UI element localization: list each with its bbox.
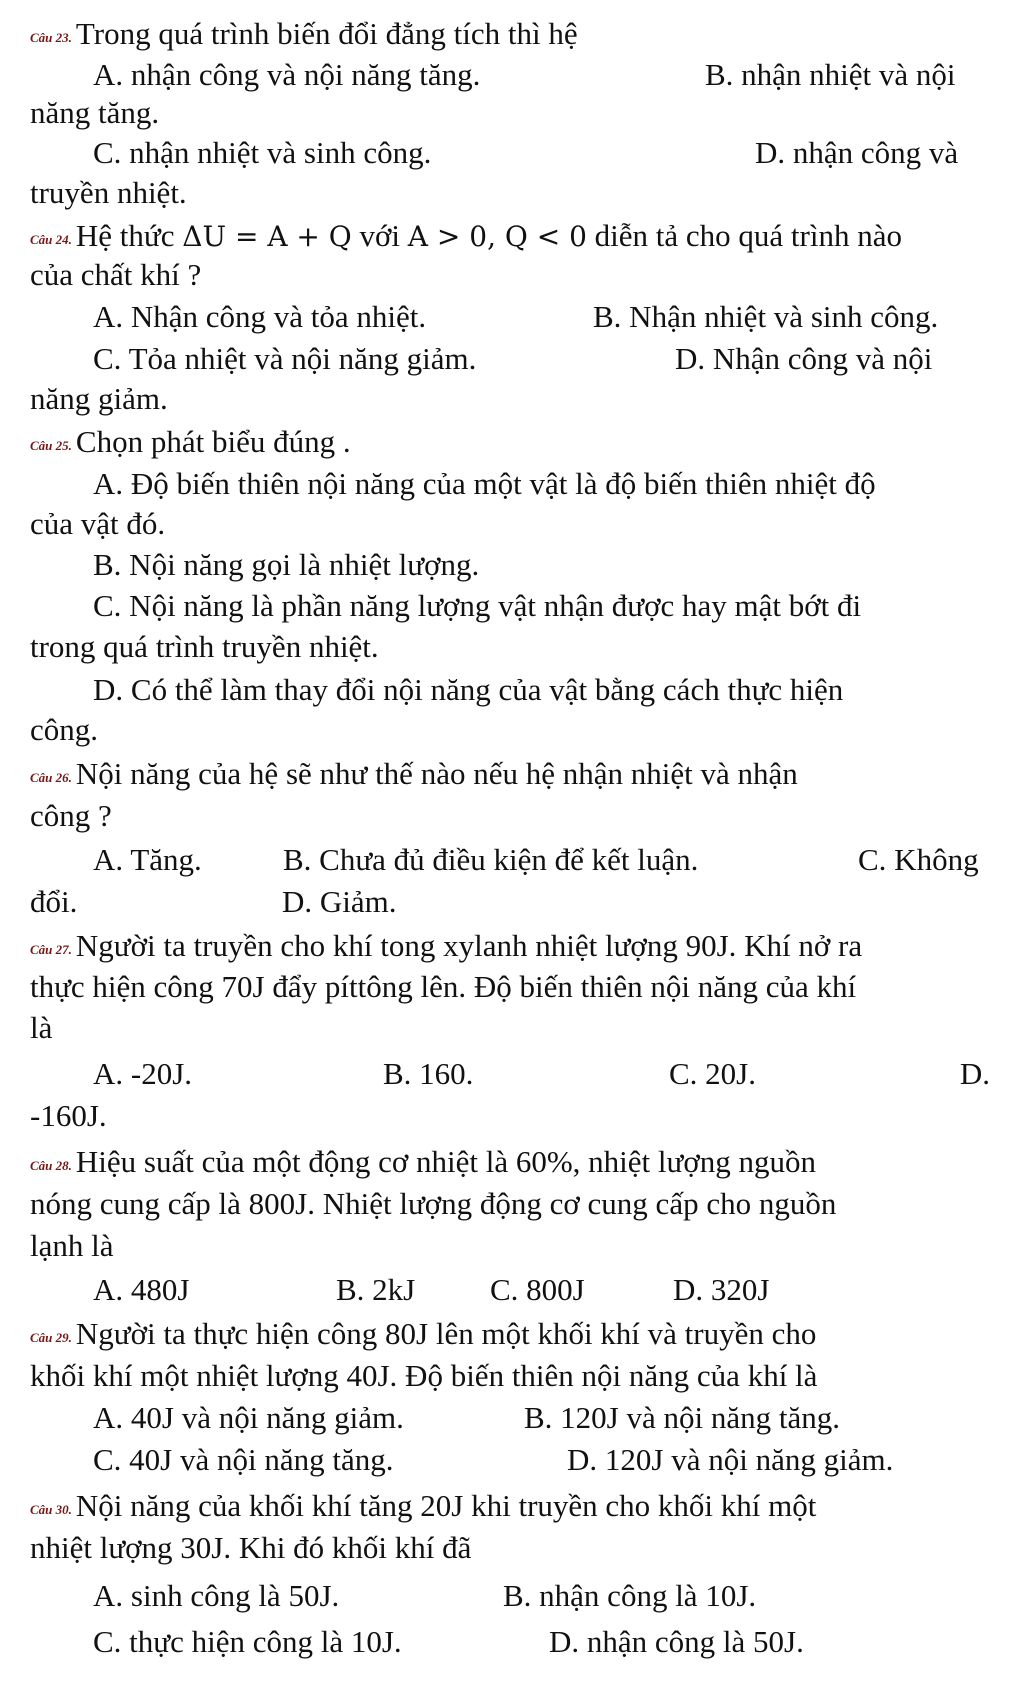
option-d: D. nhận công và (755, 135, 959, 170)
question-28-label: Câu 28. (30, 1158, 72, 1173)
question-30-label: Câu 30. (30, 1502, 72, 1517)
cut-off-text-top (300, 0, 720, 4)
option-d: D. nhận công là 50J. (549, 1624, 804, 1659)
option-b: B. Nhận nhiệt và sinh công. (593, 299, 939, 334)
option-a: A. -20J. (93, 1056, 193, 1091)
option-d: D. 120J và nội năng giảm. (567, 1442, 894, 1477)
question-27-options-row (93, 1052, 990, 1096)
question-29-stem-continued: khối khí một nhiệt lượng 40J. Độ biến thiên nội năng của khí là (30, 1358, 818, 1393)
question-30-options-row-1 (93, 1574, 990, 1618)
question-29-label: Câu 29. (30, 1330, 72, 1345)
question-27-stem-continued-1: thực hiện công 70J đẩy píttông lên. Độ biến thiên nội năng của khí (30, 969, 857, 1004)
question-24-options-row-1 (93, 295, 990, 339)
option-d: D. Giảm. (282, 884, 397, 919)
question-30-options-row-2 (93, 1620, 990, 1664)
option-d: D. Có thể làm thay đổi nội năng của vật bằng cách thực hiện (93, 672, 844, 707)
question-28-stem-continued-2: lạnh là (30, 1228, 114, 1263)
option-c: C. 800J (490, 1272, 585, 1307)
question-24-stem: Câu 24. Hệ thức ΔU = A + Q với A > 0, Q < 0 diễn tả cho quá trình nào (30, 218, 902, 253)
question-25-stem: Câu 25. Chọn phát biểu đúng . (30, 424, 351, 459)
option-c: C. Tỏa nhiệt và nội năng giảm. (93, 341, 477, 376)
question-28-options-row (93, 1268, 990, 1312)
option-a: A. Độ biến thiên nội năng của một vật là độ biến thiên nhiệt độ (93, 466, 876, 501)
option-d-continued: năng giảm. (30, 381, 168, 416)
option-b: B. nhận nhiệt và nội (705, 57, 956, 92)
option-d-continued: truyền nhiệt. (30, 175, 187, 210)
option-a: A. 40J và nội năng giảm. (93, 1400, 404, 1435)
option-b: B. Chưa đủ điều kiện để kết luận. (283, 842, 699, 877)
formula-delta-u: ΔU = A + Q (182, 220, 352, 253)
option-b-continued: năng tăng. (30, 95, 160, 130)
option-c-continued: đổi. (30, 884, 78, 919)
question-30-stem-continued: nhiệt lượng 30J. Khi đó khối khí đã (30, 1530, 472, 1565)
option-b: B. 120J và nội năng tăng. (524, 1400, 840, 1435)
formula-conditions: A > 0, Q < 0 (407, 220, 587, 253)
option-d: D. 320J (673, 1272, 770, 1307)
option-c: C. 40J và nội năng tăng. (93, 1442, 394, 1477)
option-d: D. (959, 1056, 990, 1091)
option-c: C. thực hiện công là 10J. (93, 1624, 402, 1659)
question-23-options-row-2 (93, 131, 990, 175)
option-d-continued: -160J. (30, 1098, 107, 1133)
option-d: D. Nhận công và nội (675, 341, 933, 376)
question-27-label: Câu 27. (30, 942, 72, 957)
question-24-options-row-2 (93, 337, 990, 381)
question-23-label: Câu 23. (30, 30, 72, 45)
question-26-stem: Câu 26. Nội năng của hệ sẽ như thế nào nếu hệ nhận nhiệt và nhận (30, 756, 798, 791)
question-27-stem-continued-2: là (30, 1010, 53, 1045)
question-28-stem: Câu 28. Hiệu suất của một động cơ nhiệt là 60%, nhiệt lượng nguồn (30, 1144, 816, 1179)
question-26-options-row-1 (93, 838, 990, 882)
question-26-stem-continued: công ? (30, 798, 112, 833)
option-c: C. Không (858, 842, 979, 877)
question-30-stem: Câu 30. Nội năng của khối khí tăng 20J khi truyền cho khối khí một (30, 1488, 817, 1523)
option-b: B. Nội năng gọi là nhiệt lượng. (93, 547, 480, 582)
option-b: B. 160. (383, 1056, 474, 1091)
question-24-stem-continued: của chất khí ? (30, 257, 202, 292)
option-b: B. 2kJ (336, 1272, 416, 1307)
option-c: C. Nội năng là phần năng lượng vật nhận được hay mật bớt đi (93, 588, 862, 623)
question-29-options-row-1 (93, 1396, 990, 1440)
option-a-continued: của vật đó. (30, 506, 166, 541)
question-29-stem: Câu 29. Người ta thực hiện công 80J lên một khối khí và truyền cho (30, 1316, 817, 1351)
question-29-options-row-2 (93, 1438, 990, 1482)
question-24-label: Câu 24. (30, 232, 72, 247)
option-a: A. Nhận công và tỏa nhiệt. (93, 299, 427, 334)
question-28-stem-continued-1: nóng cung cấp là 800J. Nhiệt lượng động cơ cung cấp cho nguồn (30, 1186, 837, 1221)
option-a: A. sinh công là 50J. (93, 1578, 340, 1613)
option-a: A. 480J (93, 1272, 190, 1307)
question-23-stem: Câu 23. Trong quá trình biến đổi đẳng tích thì hệ (30, 16, 578, 51)
question-26-options-row-2 (30, 880, 990, 924)
question-25-label: Câu 25. (30, 438, 72, 453)
question-26-label: Câu 26. (30, 770, 72, 785)
option-c: C. 20J. (669, 1056, 756, 1091)
option-d-continued: công. (30, 712, 99, 747)
option-a: A. nhận công và nội năng tăng. (93, 57, 481, 92)
option-c: C. nhận nhiệt và sinh công. (93, 135, 432, 170)
option-c-continued: trong quá trình truyền nhiệt. (30, 629, 379, 664)
option-a: A. Tăng. (93, 842, 202, 877)
question-27-stem: Câu 27. Người ta truyền cho khí tong xylanh nhiệt lượng 90J. Khí nở ra (30, 928, 863, 963)
option-b: B. nhận công là 10J. (503, 1578, 757, 1613)
